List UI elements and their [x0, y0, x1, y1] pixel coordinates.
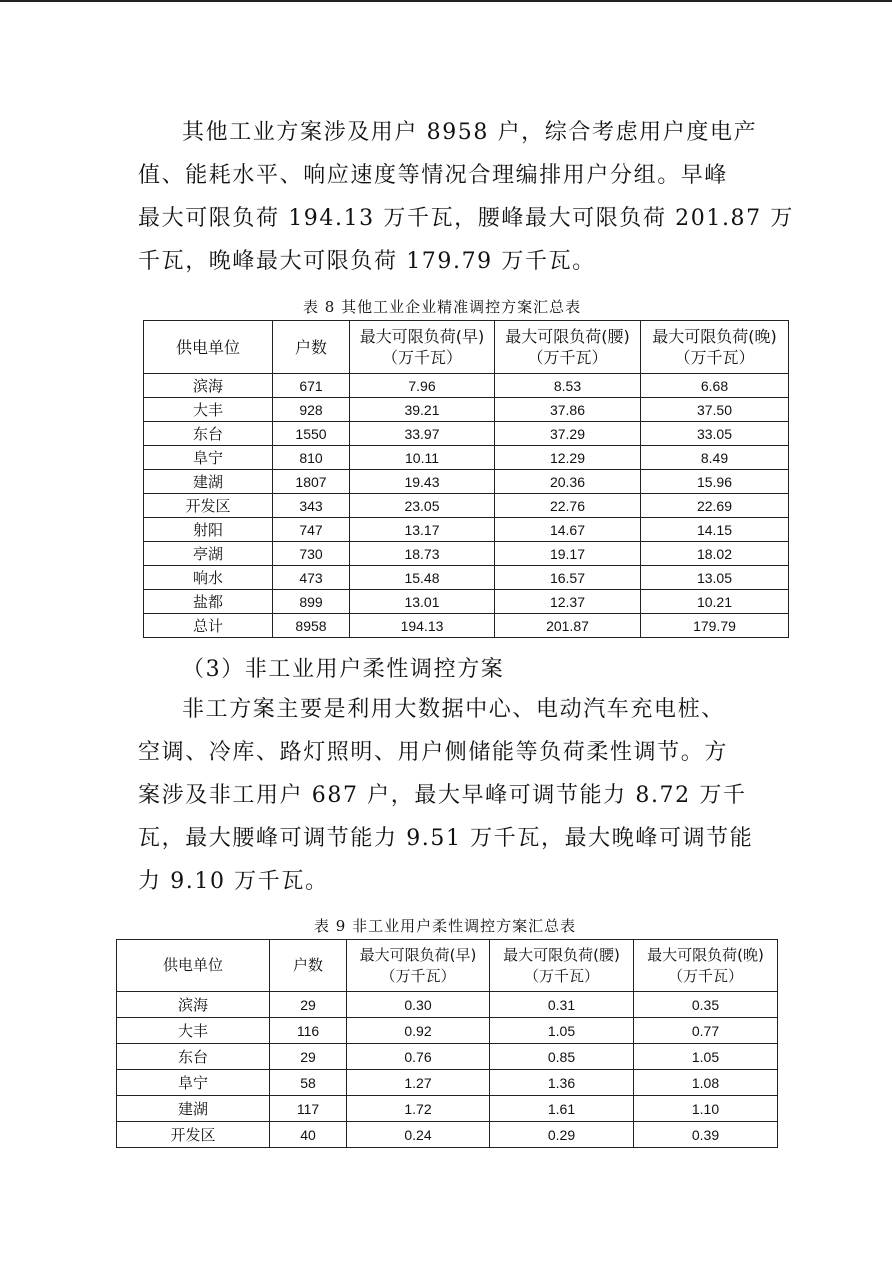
- cell: 343: [273, 494, 350, 518]
- cell: 1.08: [634, 1070, 778, 1096]
- cell: 13.01: [350, 590, 495, 614]
- paragraph-line: 力 9.10 万千瓦。: [138, 869, 329, 894]
- cell: 响水: [144, 566, 273, 590]
- cell: 15.96: [641, 470, 789, 494]
- paragraph-line: 值、能耗水平、响应速度等情况合理编排用户分组。早峰: [138, 163, 729, 188]
- table-row: [117, 1044, 778, 1070]
- table9-header-late: 最大可限负荷(晚) （万千瓦）: [634, 940, 778, 992]
- cell: 6.68: [641, 374, 789, 398]
- table-row-total: [144, 614, 789, 638]
- cell: 建湖: [117, 1096, 270, 1122]
- cell: 8958: [273, 614, 350, 638]
- cell: 14.15: [641, 518, 789, 542]
- cell: 0.39: [634, 1122, 778, 1148]
- cell: 33.97: [350, 422, 495, 446]
- table8-caption: 表 8 其他工业企业精准调控方案汇总表: [303, 298, 582, 316]
- table8-header-count: 户数: [273, 321, 350, 374]
- cell: 179.79: [641, 614, 789, 638]
- cell: 1.36: [490, 1070, 634, 1096]
- cell: 747: [273, 518, 350, 542]
- table8-header-row: [144, 321, 789, 374]
- cell: 13.17: [350, 518, 495, 542]
- cell: 1.05: [634, 1044, 778, 1070]
- table-row: [117, 1070, 778, 1096]
- cell: 15.48: [350, 566, 495, 590]
- paragraph-line: 非工方案主要是利用大数据中心、电动汽车充电桩、: [182, 697, 725, 722]
- cell: 37.86: [495, 398, 641, 422]
- table9-header-early: 最大可限负荷(早) （万千瓦）: [347, 940, 490, 992]
- cell: 19.17: [495, 542, 641, 566]
- cell: 18.02: [641, 542, 789, 566]
- cell: 1550: [273, 422, 350, 446]
- table9-header-row: [117, 940, 778, 992]
- paragraph-line: 空调、冷库、路灯照明、用户侧储能等负荷柔性调节。方: [138, 740, 729, 765]
- cell: 18.73: [350, 542, 495, 566]
- cell: 194.13: [350, 614, 495, 638]
- cell: 928: [273, 398, 350, 422]
- cell: 0.29: [490, 1122, 634, 1148]
- cell: 东台: [117, 1044, 270, 1070]
- cell: 10.11: [350, 446, 495, 470]
- paragraph-line: 千瓦，晚峰最大可限负荷 179.79 万千瓦。: [138, 249, 596, 274]
- cell: 22.76: [495, 494, 641, 518]
- table-row: [117, 1018, 778, 1044]
- cell: 开发区: [144, 494, 273, 518]
- cell: 37.50: [641, 398, 789, 422]
- cell: 0.31: [490, 992, 634, 1018]
- table-row: [117, 1122, 778, 1148]
- cell: 0.85: [490, 1044, 634, 1070]
- table-row: [117, 1096, 778, 1122]
- cell: 33.05: [641, 422, 789, 446]
- cell: 0.77: [634, 1018, 778, 1044]
- cell: 20.36: [495, 470, 641, 494]
- table-row: [144, 374, 789, 398]
- paragraph-line: 案涉及非工用户 687 户，最大早峰可调节能力 8.72 万千: [138, 783, 747, 808]
- cell: 大丰: [117, 1018, 270, 1044]
- table-row: [117, 992, 778, 1018]
- table9-header-count: 户数: [270, 940, 347, 992]
- table-row: [144, 422, 789, 446]
- cell: 8.49: [641, 446, 789, 470]
- cell: 阜宁: [144, 446, 273, 470]
- table-row: [144, 446, 789, 470]
- cell: 射阳: [144, 518, 273, 542]
- cell: 0.30: [347, 992, 490, 1018]
- cell: 810: [273, 446, 350, 470]
- cell: 阜宁: [117, 1070, 270, 1096]
- cell: 58: [270, 1070, 347, 1096]
- cell: 14.67: [495, 518, 641, 542]
- cell: 8.53: [495, 374, 641, 398]
- cell: 29: [270, 1044, 347, 1070]
- table9-header-mid: 最大可限负荷(腰) （万千瓦）: [490, 940, 634, 992]
- cell: 0.76: [347, 1044, 490, 1070]
- cell: 7.96: [350, 374, 495, 398]
- paragraph-other-industry: [138, 111, 794, 283]
- table-row: [144, 494, 789, 518]
- cell: 1807: [273, 470, 350, 494]
- table9: [116, 939, 778, 1148]
- table9-header-unit: 供电单位: [117, 940, 270, 992]
- cell: 1.27: [347, 1070, 490, 1096]
- table8-header-unit: 供电单位: [144, 321, 273, 374]
- cell: 大丰: [144, 398, 273, 422]
- cell: 12.29: [495, 446, 641, 470]
- table-row: [144, 470, 789, 494]
- table-row: [144, 398, 789, 422]
- table-row: [144, 518, 789, 542]
- cell: 10.21: [641, 590, 789, 614]
- cell: 40: [270, 1122, 347, 1148]
- cell: 1.10: [634, 1096, 778, 1122]
- table-row: [144, 590, 789, 614]
- cell: 730: [273, 542, 350, 566]
- cell: 1.61: [490, 1096, 634, 1122]
- cell: 建湖: [144, 470, 273, 494]
- cell: 116: [270, 1018, 347, 1044]
- cell: 473: [273, 566, 350, 590]
- cell: 总计: [144, 614, 273, 638]
- cell: 0.35: [634, 992, 778, 1018]
- cell: 亭湖: [144, 542, 273, 566]
- cell: 39.21: [350, 398, 495, 422]
- cell: 1.72: [347, 1096, 490, 1122]
- cell: 16.57: [495, 566, 641, 590]
- cell: 22.69: [641, 494, 789, 518]
- cell: 滨海: [144, 374, 273, 398]
- cell: 12.37: [495, 590, 641, 614]
- cell: 东台: [144, 422, 273, 446]
- table-row: [144, 542, 789, 566]
- paragraph-line: 最大可限负荷 194.13 万千瓦，腰峰最大可限负荷 201.87 万: [138, 206, 794, 231]
- cell: 29: [270, 992, 347, 1018]
- paragraph-non-industry: [138, 688, 753, 903]
- page-top-border: [0, 0, 892, 2]
- cell: 899: [273, 590, 350, 614]
- cell: 23.05: [350, 494, 495, 518]
- cell: 13.05: [641, 566, 789, 590]
- cell: 1.05: [490, 1018, 634, 1044]
- table8: [143, 320, 789, 638]
- cell: 201.87: [495, 614, 641, 638]
- table-row: [144, 566, 789, 590]
- cell: 671: [273, 374, 350, 398]
- cell: 37.29: [495, 422, 641, 446]
- table9-caption: 表 9 非工业用户柔性调控方案汇总表: [314, 917, 577, 935]
- table8-header-mid: 最大可限负荷(腰) （万千瓦）: [495, 321, 641, 374]
- section-heading: （3）非工业用户柔性调控方案: [182, 657, 505, 682]
- paragraph-line: 瓦，最大腰峰可调节能力 9.51 万千瓦，最大晚峰可调节能: [138, 826, 754, 851]
- table8-header-early: 最大可限负荷(早) （万千瓦）: [350, 321, 495, 374]
- cell: 117: [270, 1096, 347, 1122]
- cell: 盐都: [144, 590, 273, 614]
- cell: 0.92: [347, 1018, 490, 1044]
- paragraph-line: 其他工业方案涉及用户 8958 户，综合考虑用户度电产: [182, 120, 758, 145]
- cell: 滨海: [117, 992, 270, 1018]
- cell: 19.43: [350, 470, 495, 494]
- cell: 0.24: [347, 1122, 490, 1148]
- cell: 开发区: [117, 1122, 270, 1148]
- table8-header-late: 最大可限负荷(晚) （万千瓦）: [641, 321, 789, 374]
